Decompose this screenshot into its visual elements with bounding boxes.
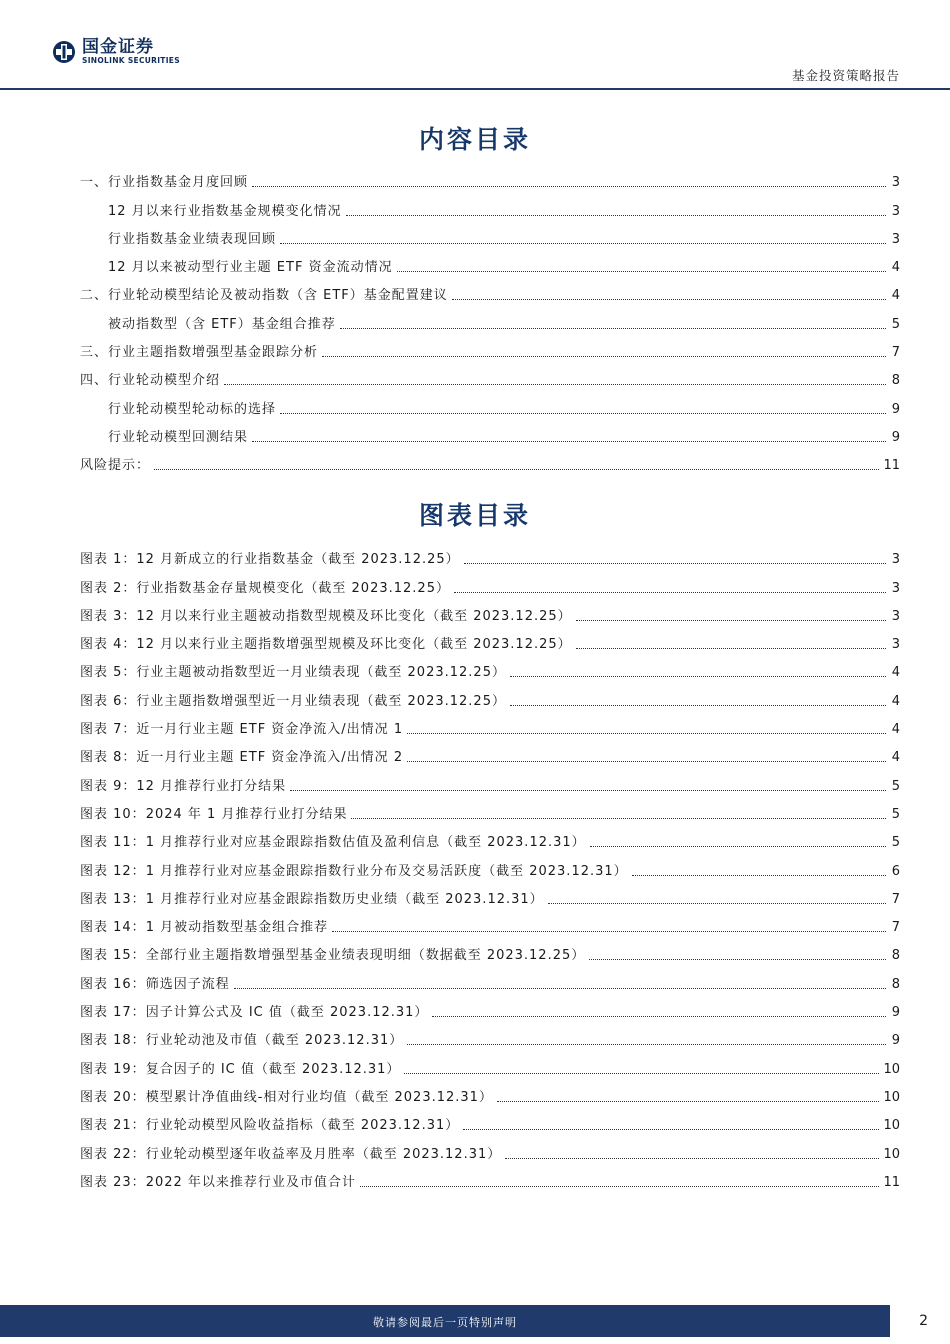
toc-entry-page: 3	[891, 231, 900, 247]
figure-entry-number: 图表 1：	[80, 552, 137, 568]
figure-entry-number: 图表 5：	[80, 665, 137, 681]
figure-entry-page: 3	[891, 580, 900, 596]
toc-entry[interactable]	[80, 333, 900, 361]
dot-leader	[576, 648, 886, 649]
figure-entry-number: 图表 6：	[80, 693, 137, 709]
figure-entry-page: 9	[891, 1005, 900, 1021]
toc-entry-page: 9	[891, 401, 900, 417]
figure-entry[interactable]	[80, 823, 900, 851]
toc-entry-page: 3	[891, 203, 900, 219]
figure-entry-number: 图表 14：	[80, 920, 146, 936]
figure-entry-label: 2022 年以来推荐行业及市值合计	[145, 1174, 356, 1190]
figure-entry[interactable]	[80, 766, 900, 794]
dot-leader	[632, 875, 886, 876]
dot-leader	[463, 1129, 879, 1130]
dot-leader	[590, 846, 886, 847]
figure-entry-number: 图表 10：	[80, 806, 146, 822]
toc-entry-page: 11	[883, 458, 900, 474]
toc-entry-page: 4	[891, 288, 900, 304]
figure-entry-label: 因子计算公式及 IC 值（截至 2023.12.31）	[145, 1005, 429, 1021]
toc-entry-label: 行业轮动模型轮动标的选择	[108, 401, 277, 417]
dot-leader	[397, 271, 886, 272]
dot-leader	[154, 469, 879, 470]
figure-entry-number: 图表 20：	[80, 1089, 146, 1105]
toc-entry-page: 7	[891, 345, 900, 361]
figure-entry-page: 7	[891, 891, 900, 907]
logo-name-cn: 国金证券	[82, 37, 154, 57]
dot-leader	[464, 563, 886, 564]
dot-leader	[340, 328, 886, 329]
dot-leader	[360, 1186, 880, 1187]
dot-leader	[548, 903, 886, 904]
figure-entry[interactable]	[80, 936, 900, 964]
figure-entry-number: 图表 16：	[80, 976, 146, 992]
figure-entry-number: 图表 12：	[80, 863, 146, 879]
contents-title: 内容目录	[418, 125, 531, 154]
dot-leader	[290, 790, 886, 791]
figure-entry[interactable]	[80, 993, 900, 1021]
figures-list	[80, 540, 900, 1191]
figure-entry-page: 9	[891, 1033, 900, 1049]
figure-entry-number: 图表 13：	[80, 891, 146, 907]
toc-entry-label: 被动指数型（含 ETF）基金组合推荐	[108, 316, 336, 332]
dot-leader	[576, 620, 886, 621]
dot-leader	[252, 186, 886, 187]
figure-entry-page: 4	[891, 750, 900, 766]
figure-entry-label: 行业轮动模型风险收益指标（截至 2023.12.31）	[145, 1118, 460, 1134]
figure-entry[interactable]	[80, 851, 900, 879]
figure-entry-label: 12 月推荐行业打分结果	[136, 778, 287, 794]
dot-leader	[404, 1073, 879, 1074]
dot-leader	[510, 676, 886, 677]
figure-entry-page: 5	[891, 806, 900, 822]
dot-leader	[252, 441, 886, 442]
toc-entry-label: 风险提示：	[80, 458, 151, 474]
figure-entry-number: 图表 3：	[80, 608, 137, 624]
figure-entry-page: 10	[883, 1146, 900, 1162]
toc-entry-page: 9	[891, 429, 900, 445]
figure-entry-page: 3	[891, 637, 900, 653]
figure-entry-page: 5	[891, 778, 900, 794]
figure-entry[interactable]	[80, 1163, 900, 1191]
figure-entry[interactable]	[80, 908, 900, 936]
toc-entry[interactable]	[80, 361, 900, 389]
toc-entry-label: 12 月以来行业指数基金规模变化情况	[108, 203, 342, 219]
figure-entry-page: 4	[891, 722, 900, 738]
figure-entry-page: 7	[891, 920, 900, 936]
toc-entry-page: 4	[891, 260, 900, 276]
toc-entry-page: 3	[891, 175, 900, 191]
figure-entry-label: 1 月推荐行业对应基金跟踪指数历史业绩（截至 2023.12.31）	[145, 891, 544, 907]
figure-entry-label: 行业轮动池及市值（截至 2023.12.31）	[145, 1033, 404, 1049]
figure-entry-label: 复合因子的 IC 值（截至 2023.12.31）	[145, 1061, 401, 1077]
toc-entry[interactable]	[80, 418, 900, 446]
figure-entry[interactable]	[80, 1106, 900, 1134]
figure-entry-page: 10	[883, 1118, 900, 1134]
toc-entry-label: 行业轮动模型回测结果	[108, 429, 249, 445]
figure-entry-label: 行业轮动模型逐年收益率及月胜率（截至 2023.12.31）	[145, 1146, 502, 1162]
figure-entry-number: 图表 21：	[80, 1118, 146, 1134]
dot-leader	[280, 413, 886, 414]
figure-entry-label: 筛选因子流程	[145, 976, 230, 992]
figure-entry-label: 12 月以来行业主题被动指数型规模及环比变化（截至 2023.12.25）	[136, 608, 572, 624]
figure-entry-label: 1 月推荐行业对应基金跟踪指数行业分布及交易活跃度（截至 2023.12.31）	[145, 863, 628, 879]
toc-entry-label: 二、行业轮动模型结论及被动指数（含 ETF）基金配置建议	[80, 288, 448, 304]
figure-entry[interactable]	[80, 1049, 900, 1077]
dot-leader	[234, 988, 886, 989]
dot-leader	[224, 384, 886, 385]
dot-leader	[510, 705, 886, 706]
page-number: 2	[919, 1313, 928, 1329]
report-type-label: 基金投资策略报告	[791, 68, 900, 83]
dot-leader	[322, 356, 886, 357]
toc-entry[interactable]	[80, 446, 900, 474]
logo-name-en: SINOLINK SECURITIES	[82, 56, 180, 65]
figure-entry[interactable]	[80, 681, 900, 709]
figure-entry[interactable]	[80, 540, 900, 568]
figure-entry-label: 全部行业主题指数增强型基金业绩表现明细（数据截至 2023.12.25）	[145, 948, 586, 964]
dot-leader	[407, 1044, 886, 1045]
page-footer	[0, 1305, 950, 1344]
figure-entry-page: 11	[883, 1174, 900, 1190]
dot-leader	[332, 931, 886, 932]
figure-entry-label: 12 月以来行业主题指数增强型规模及环比变化（截至 2023.12.25）	[136, 637, 572, 653]
figure-entry[interactable]	[80, 795, 900, 823]
toc-entry[interactable]	[80, 276, 900, 304]
toc-entry-label: 行业指数基金业绩表现回顾	[108, 231, 277, 247]
figure-entry-number: 图表 15：	[80, 948, 146, 964]
figure-entry-page: 3	[891, 608, 900, 624]
figure-entry-page: 8	[891, 976, 900, 992]
toc-entry-label: 三、行业主题指数增强型基金跟踪分析	[80, 345, 319, 361]
figure-entry-number: 图表 11：	[80, 835, 146, 851]
figure-entry-label: 近一月行业主题 ETF 资金净流入/出情况 2	[136, 750, 404, 766]
figure-entry-number: 图表 8：	[80, 750, 137, 766]
figure-entry[interactable]	[80, 1134, 900, 1162]
figure-entry[interactable]	[80, 880, 900, 908]
figure-entry-label: 模型累计净值曲线-相对行业均值（截至 2023.12.31）	[145, 1089, 493, 1105]
company-logo	[52, 38, 180, 65]
toc-entry-page: 5	[891, 316, 900, 332]
figure-entry-number: 图表 19：	[80, 1061, 146, 1077]
figure-entry[interactable]	[80, 653, 900, 681]
toc-entry[interactable]	[80, 248, 900, 276]
figure-entry[interactable]	[80, 738, 900, 766]
figure-entry[interactable]	[80, 568, 900, 596]
figure-entry-label: 行业主题指数增强型近一月业绩表现（截至 2023.12.25）	[136, 693, 506, 709]
toc-entry-label: 四、行业轮动模型介绍	[80, 373, 221, 389]
dot-leader	[280, 243, 886, 244]
toc-entry-page: 8	[891, 373, 900, 389]
figure-entry-page: 6	[891, 863, 900, 879]
toc-entry[interactable]	[80, 389, 900, 417]
figure-entry-number: 图表 18：	[80, 1033, 146, 1049]
toc-entry[interactable]	[80, 163, 900, 191]
dot-leader	[497, 1101, 880, 1102]
logo-icon	[52, 40, 76, 64]
figure-entry[interactable]	[80, 625, 900, 653]
figure-entry-label: 12 月新成立的行业指数基金（截至 2023.12.25）	[136, 552, 460, 568]
figure-entry-label: 1 月被动指数型基金组合推荐	[145, 920, 329, 936]
figure-entry-label: 近一月行业主题 ETF 资金净流入/出情况 1	[136, 722, 404, 738]
figure-entry-page: 8	[891, 948, 900, 964]
figure-entry[interactable]	[80, 964, 900, 992]
figure-entry-label: 1 月推荐行业对应基金跟踪指数估值及盈利信息（截至 2023.12.31）	[145, 835, 586, 851]
figure-entry-number: 图表 7：	[80, 722, 137, 738]
figure-entry-label: 2024 年 1 月推荐行业打分结果	[145, 806, 348, 822]
dot-leader	[454, 592, 886, 593]
figure-entry-number: 图表 9：	[80, 778, 137, 794]
figure-entry-page: 4	[891, 665, 900, 681]
toc-entry-label: 一、行业指数基金月度回顾	[80, 175, 249, 191]
dot-leader	[589, 959, 886, 960]
dot-leader	[432, 1016, 886, 1017]
header-divider	[0, 88, 950, 90]
dot-leader	[346, 215, 886, 216]
dot-leader	[407, 761, 886, 762]
figure-entry-page: 3	[891, 552, 900, 568]
toc-entry[interactable]	[80, 304, 900, 332]
dot-leader	[351, 818, 886, 819]
figure-entry-page: 5	[891, 835, 900, 851]
figure-entry-number: 图表 22：	[80, 1146, 146, 1162]
dot-leader	[452, 299, 886, 300]
toc-entry[interactable]	[80, 191, 900, 219]
figure-entry-number: 图表 17：	[80, 1005, 146, 1021]
figures-title: 图表目录	[418, 501, 531, 530]
figure-entry-page: 10	[883, 1061, 900, 1077]
footer-disclaimer: 敬请参阅最后一页特别声明	[373, 1316, 517, 1329]
figure-entry-label: 行业主题被动指数型近一月业绩表现（截至 2023.12.25）	[136, 665, 506, 681]
figure-entry-number: 图表 23：	[80, 1174, 146, 1190]
figure-entry[interactable]	[80, 1021, 900, 1049]
figure-entry-number: 图表 2：	[80, 580, 137, 596]
toc-entry[interactable]	[80, 220, 900, 248]
page-header	[0, 0, 950, 92]
contents-list	[80, 163, 900, 474]
figure-entry-page: 4	[891, 693, 900, 709]
dot-leader	[407, 733, 886, 734]
figure-entry[interactable]	[80, 710, 900, 738]
figure-entry-label: 行业指数基金存量规模变化（截至 2023.12.25）	[136, 580, 450, 596]
figure-entry[interactable]	[80, 1078, 900, 1106]
dot-leader	[505, 1158, 879, 1159]
figure-entry-page: 10	[883, 1089, 900, 1105]
figure-entry-number: 图表 4：	[80, 637, 137, 653]
figure-entry[interactable]	[80, 597, 900, 625]
toc-entry-label: 12 月以来被动型行业主题 ETF 资金流动情况	[108, 260, 393, 276]
